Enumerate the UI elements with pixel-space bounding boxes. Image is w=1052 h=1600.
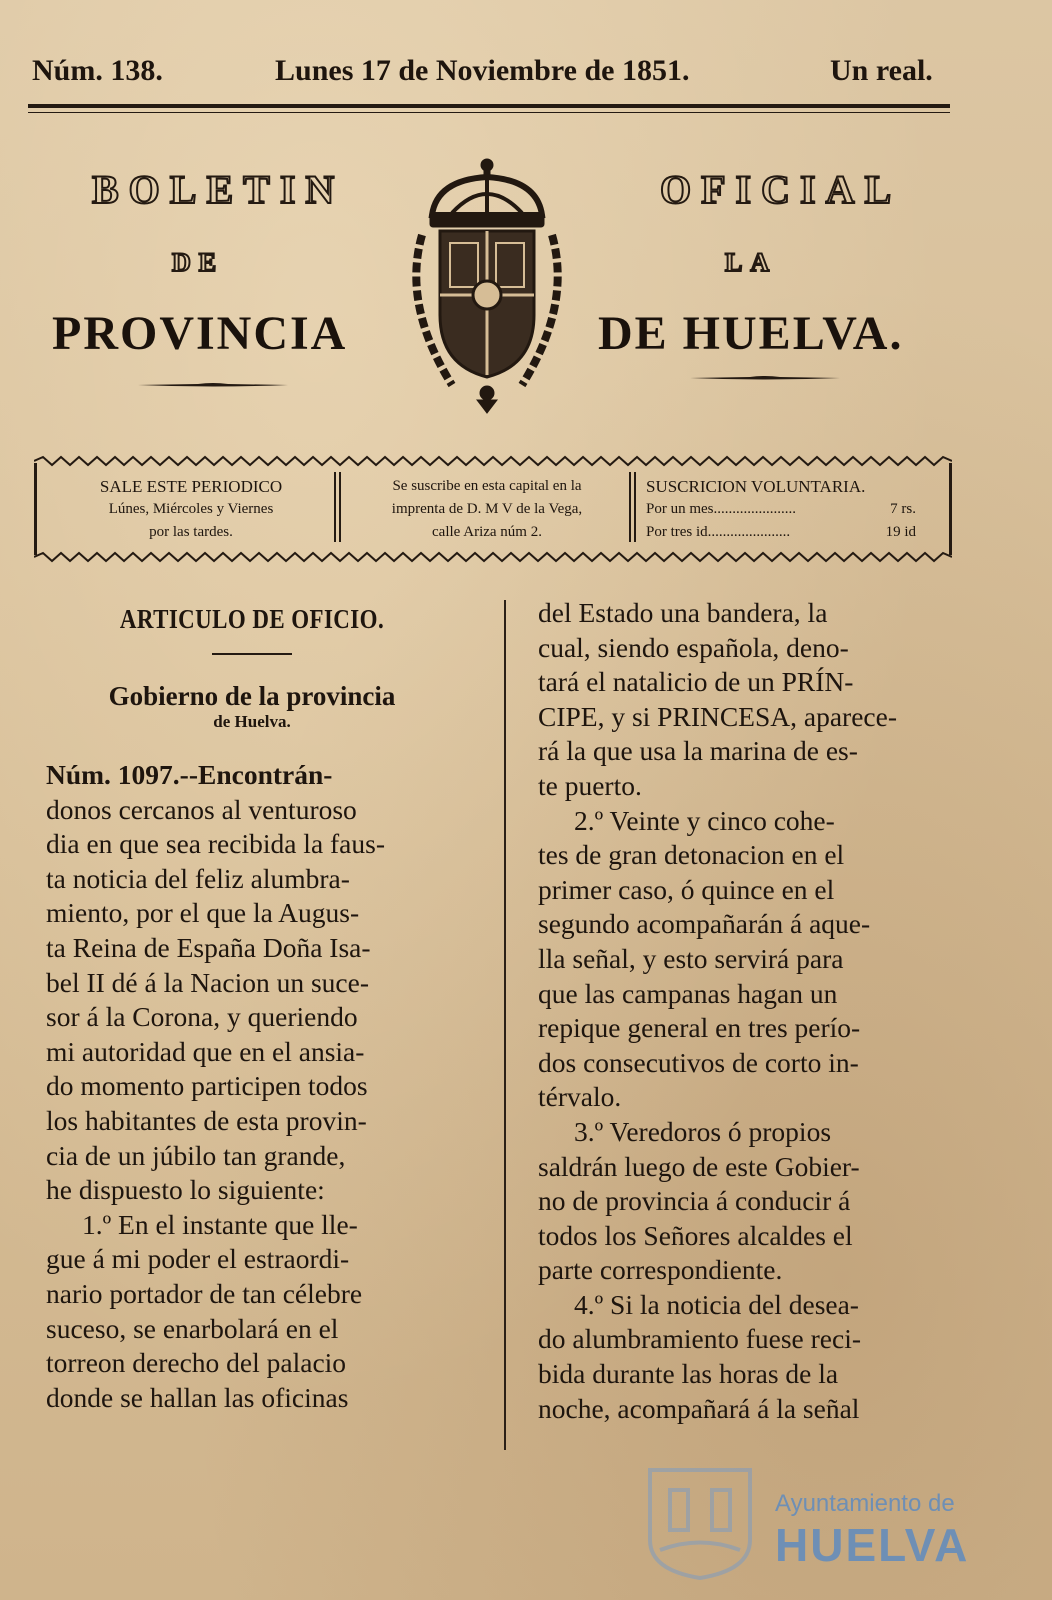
government-title: Gobierno de la provincia: [108, 681, 396, 711]
info-place-line1: Se suscribe en esta capital en la: [392, 478, 582, 494]
masthead-boletin: BOLETIN: [92, 167, 345, 212]
text-line: suceso, se enarbolará en el: [46, 1312, 339, 1344]
info-column-schedule: [46, 475, 336, 544]
text-line: te puerto.: [538, 769, 642, 801]
text-line: gue á mi poder el estraordi-: [46, 1243, 350, 1275]
pricing-three-label: Por tres id......................: [646, 524, 791, 540]
text-line: Núm. 1097.--Encontrán-: [46, 759, 333, 790]
text-line: 3.º Veredoros ó propios: [574, 1115, 832, 1147]
text-line: torreon derecho del palacio: [46, 1347, 347, 1379]
issue-number: Núm. 138.: [32, 54, 163, 87]
section-title: ARTICULO DE OFICIO.: [119, 604, 385, 634]
info-place-line2: imprenta de D. M V de la Vega,: [391, 501, 583, 517]
text-line: miento, por el que la Augus-: [46, 897, 360, 929]
text-line: ta Reina de España Doña Isa-: [46, 931, 371, 963]
text-line: los habitantes de esta provin-: [46, 1104, 367, 1136]
article-left-column: [46, 604, 458, 1415]
text-line: rá la que usa la marina de es-: [538, 735, 858, 767]
text-line: saldrán luego de este Gobier-: [538, 1150, 860, 1182]
info-box-right-border: [949, 463, 952, 555]
text-line: bida durante las horas de la: [538, 1358, 839, 1390]
text-line: he dispuesto lo siguiente:: [46, 1174, 325, 1206]
text-line: térvalo.: [538, 1081, 622, 1113]
text-line: del Estado una bandera, la: [538, 597, 828, 628]
text-line: sor á la Corona, y queriendo: [46, 1001, 358, 1033]
pricing-three-value: 19 id: [885, 524, 916, 540]
info-column-pricing: [646, 475, 936, 544]
text-line: no de provincia á conducir á: [538, 1185, 851, 1217]
text-line: segundo acompañarán á aque-: [538, 908, 871, 940]
column-divider: [504, 600, 506, 1450]
info-place-line3: calle Ariza núm 2.: [432, 524, 542, 540]
royal-coat-of-arms-icon: [392, 155, 582, 415]
text-line: cual, siendo española, deno-: [538, 631, 849, 663]
text-line: ta noticia del feliz alumbra-: [46, 862, 350, 894]
text-line: parte correspondiente.: [538, 1254, 783, 1286]
text-line: 1.º En el instante que lle-: [82, 1208, 358, 1240]
text-line: CIPE, y si PRINCESA, aparece-: [538, 700, 897, 732]
masthead-oficial: OFICIAL: [660, 167, 902, 212]
flourish-left: [138, 382, 288, 388]
info-box-left-border: [34, 463, 37, 555]
government-subtitle: de Huelva.: [213, 712, 291, 731]
pricing-month-value: 7 rs.: [890, 501, 916, 517]
issue-price: Un real.: [830, 54, 933, 87]
text-line: do momento participen todos: [46, 1070, 368, 1102]
article-left-text: [46, 758, 458, 1415]
pricing-row-month: [646, 498, 936, 521]
text-line: do alumbramiento fuese reci-: [538, 1323, 861, 1355]
text-line: tará el natalicio de un PRÍN-: [538, 666, 854, 698]
issue-date: Lunes 17 de Noviembre de 1851.: [275, 54, 690, 87]
article-right-column: [538, 596, 962, 1426]
info-box-top-border: [34, 455, 952, 467]
text-line: dos consecutivos de corto in-: [538, 1046, 859, 1078]
text-line: donos cercanos al venturoso: [46, 793, 357, 825]
text-line: todos los Señores alcaldes el: [538, 1219, 853, 1251]
watermark-line1: Ayuntamiento de: [775, 1490, 955, 1517]
flourish-right: [690, 375, 840, 381]
section-divider: [212, 653, 292, 655]
pricing-month-label: Por un mes......................: [646, 501, 796, 517]
text-line: 4.º Si la noticia del desea-: [574, 1288, 859, 1320]
text-line: 2.º Veinte y cinco cohe-: [574, 804, 835, 836]
text-line: bel II dé á la Nacion un suce-: [46, 966, 369, 998]
info-schedule-days: Lúnes, Miércoles y Viernes: [108, 501, 274, 517]
masthead-de-huelva: DE HUELVA.: [598, 307, 904, 360]
watermark-line2: HUELVA: [775, 1519, 970, 1571]
masthead-de: DE: [172, 248, 225, 277]
text-line: mi autoridad que en el ansia-: [46, 1035, 365, 1067]
info-schedule-title: SALE ESTE PERIODICO: [99, 477, 283, 496]
text-line: noche, acompañará á la señal: [538, 1392, 860, 1424]
info-divider-2: [629, 472, 636, 542]
info-schedule-time: por las tardes.: [149, 524, 233, 540]
article-right-text: [538, 596, 962, 1426]
text-line: tes de gran detonacion en el: [538, 839, 845, 871]
info-divider-1: [334, 472, 341, 542]
text-line: cia de un júbilo tan grande,: [46, 1139, 346, 1171]
masthead-provincia: PROVINCIA: [52, 307, 348, 360]
issue-header: [30, 48, 950, 98]
text-line: dia en que sea recibida la faus-: [46, 828, 385, 860]
info-column-subscription-place: [346, 475, 628, 544]
masthead-la: LA: [725, 248, 778, 277]
text-line: repique general en tres perío-: [538, 1012, 861, 1044]
text-line: primer caso, ó quince en el: [538, 873, 835, 905]
text-line: lla señal, y esto servirá para: [538, 942, 844, 974]
text-line: nario portador de tan célebre: [46, 1277, 363, 1309]
subscription-info-box: [34, 455, 952, 565]
pricing-title: SUSCRICION VOLUNTARIA.: [646, 477, 866, 496]
header-rule-bottom: [28, 112, 950, 113]
header-rule-top: [28, 104, 950, 108]
text-line: donde se hallan las oficinas: [46, 1381, 349, 1413]
pricing-row-three-months: [646, 521, 936, 544]
info-box-bottom-border: [34, 551, 952, 563]
text-line: que las campanas hagan un: [538, 977, 838, 1009]
